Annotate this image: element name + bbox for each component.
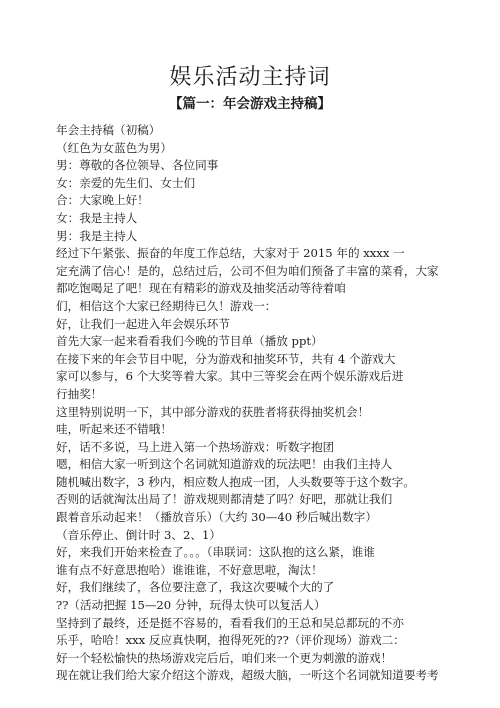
body-line: 女：亲爱的先生们、女士们 [56,175,196,190]
body-line: 们，相信这个大家已经期待已久！游戏一： [56,298,277,313]
body-line: 乐乎，哈哈！xxx 反应真快啊，抱得死死的??（评价现场）游戏二： [56,633,405,648]
body-line: 在接下来的年会节目中呢，分为游戏和抽奖环节，共有 4 个游戏大 [56,351,396,366]
body-line: 好，话不多说，马上进入第一个热场游戏：听数字抱团 [56,439,335,454]
body-line: 跟着音乐动起来！（播放音乐）（大约 30—40 秒后喊出数字） [56,510,377,525]
body-line: 合：大家晚上好！ [56,193,149,208]
body-line: 男：我是主持人 [56,228,138,243]
body-line: （音乐停止、倒计时 3、2、1） [56,527,221,542]
body-line: （红色为女蓝色为男） [56,140,172,155]
body-line: 随机喊出数字，3 秒内，相应数人抱成一团，人头数要等于这个数字。 [56,474,415,489]
body-line: 好，来我们开始来检查了。。。（串联词：这队抱的这么紧，谁谁 [56,545,375,560]
document-title: 娱乐活动主持词 [169,65,331,90]
body-line: 经过下午紧张、振奋的年度工作总结，大家对于 2015 年的 xxxx 一 [56,246,405,261]
body-line: 否则的话就淘汰出局了！游戏规则都清楚了吗？好吧，那就让我们 [56,492,393,507]
body-line: 首先大家一起来看看我们今晚的节目单（播放 ppt） [56,334,323,349]
document-subtitle: 【篇一：年会游戏主持稿】 [169,96,331,112]
body-line: 嗯，相信大家一听到这个名词就知道游戏的玩法吧！由我们主持人 [56,457,393,472]
document-body [56,122,446,685]
body-line: 这里特别说明一下，其中部分游戏的获胜者将获得抽奖机会！ [56,404,370,419]
body-line: 哇，听起来还不错哦！ [56,422,172,437]
body-line: 坚持到了最终，还是挺不容易的，看看我们的王总和吴总都玩的不亦 [56,615,404,630]
body-line: 好一个轻松愉快的热场游戏完后后，咱们来一个更为刺激的游戏！ [56,650,393,665]
body-line: 女：我是主持人 [56,210,138,225]
body-line: 家可以参与，6 个大奖等着大家。其中三等奖会在两个娱乐游戏后进 [56,369,404,384]
body-line: 定充满了信心！是的，总结过后，公司不但为咱们预备了丰富的菜肴，大家 [56,263,439,278]
body-line: 男：尊敬的各位领导、各位同事 [56,158,219,173]
body-line: ??（活动把握 15—20 分钟，玩得太快可以复活人） [56,598,326,613]
body-line: 好，我们继续了，各位要注意了，我这次要喊个大的了 [56,580,335,595]
body-line: 都吃饱喝足了吧！现在有精彩的游戏及抽奖活动等待着咱 [56,281,346,296]
body-line: 行抽奖！ [56,386,103,401]
body-line: 好，让我们一起进入年会娱乐环节 [56,316,230,331]
body-line: 现在就让我们给大家介绍这个游戏，超级大脑，一听这个名词就知道要考考 [56,668,439,683]
body-line: 谁有点不好意思抱哈）谁谁谁，不好意思啦，淘汰！ [56,562,323,577]
body-line: 年会主持稿（初稿） [56,123,161,137]
